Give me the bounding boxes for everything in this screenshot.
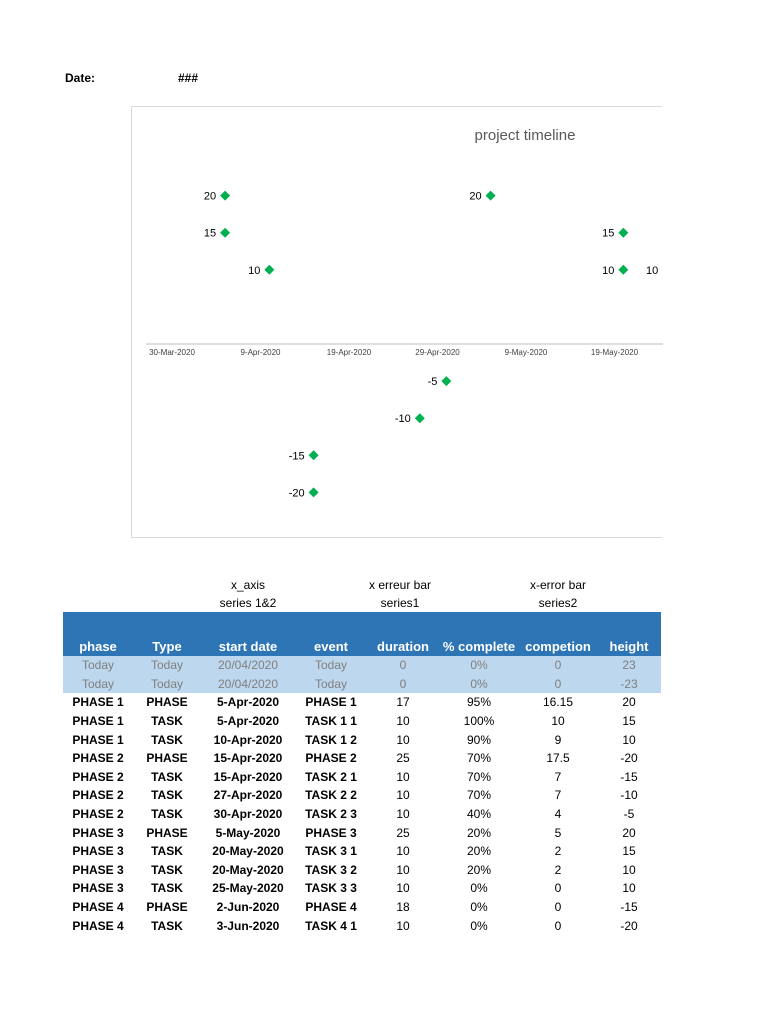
table-cell[interactable]: -10	[620, 788, 638, 803]
table-cell[interactable]: TASK 1 2	[305, 732, 357, 747]
table-cell[interactable]: 5-May-2020	[215, 825, 281, 840]
table-cell[interactable]: TASK 2 1	[305, 769, 357, 784]
table-cell[interactable]: PHASE 3	[72, 862, 124, 877]
table-cell[interactable]: -20	[620, 918, 638, 933]
table-cell[interactable]: -15	[620, 769, 638, 784]
table-cell[interactable]: 10	[396, 714, 410, 729]
x-tick-label: 29-Apr-2020	[415, 348, 460, 357]
table-cell[interactable]: TASK	[151, 881, 183, 896]
table-cell[interactable]: 20%	[466, 825, 492, 840]
table-cell[interactable]: 10-Apr-2020	[213, 732, 283, 747]
table-cell[interactable]: 3-Jun-2020	[216, 918, 280, 933]
table-row	[63, 879, 661, 898]
data-point-label: -5	[427, 376, 438, 389]
table-cell[interactable]: 0	[519, 656, 597, 675]
table-cell[interactable]: TASK	[151, 714, 183, 729]
table-cell[interactable]: 15-Apr-2020	[213, 751, 283, 766]
table-cell[interactable]: 5-Apr-2020	[216, 714, 280, 729]
x-tick-label: 19-Apr-2020	[326, 348, 372, 357]
table-cell[interactable]: 20-May-2020	[212, 844, 284, 859]
table-cell[interactable]: 7	[554, 769, 562, 784]
table-cell[interactable]: 5-Apr-2020	[216, 695, 280, 710]
table-cell[interactable]: 0%	[470, 900, 488, 915]
table-cell[interactable]: 27-Apr-2020	[213, 788, 283, 803]
table-cell[interactable]: TASK	[151, 862, 183, 877]
table-cell[interactable]: PHASE 2	[72, 751, 124, 766]
x-axis-ticks	[149, 348, 639, 357]
table-cell[interactable]: 20%	[466, 862, 492, 877]
column-header[interactable]: event	[295, 612, 367, 656]
column-header[interactable]: height	[597, 612, 661, 656]
table-cell[interactable]: PHASE 4	[72, 900, 124, 915]
table-cell[interactable]: 25	[396, 751, 410, 766]
data-point-marker[interactable]	[220, 191, 230, 201]
table-cell[interactable]: 17	[396, 695, 410, 710]
table-cell[interactable]: 70%	[466, 769, 492, 784]
chart-title: project timeline	[474, 127, 576, 144]
table-cell[interactable]: 5	[554, 825, 562, 840]
table-cell[interactable]: 100%	[463, 714, 495, 729]
data-point-label: 15	[203, 227, 217, 240]
column-header[interactable]: duration	[367, 612, 439, 656]
x-tick-label: 19-May-2020	[590, 348, 639, 357]
table-cell[interactable]: -23	[597, 675, 661, 694]
table-cell[interactable]: PHASE 3	[72, 844, 124, 859]
table-cell[interactable]: 10	[396, 769, 410, 784]
table-cell[interactable]: 0	[367, 656, 439, 675]
table-cell[interactable]: 40%	[466, 807, 492, 822]
table-cell[interactable]: PHASE	[146, 900, 188, 915]
table-cell[interactable]: 25	[396, 825, 410, 840]
table-cell[interactable]: PHASE 1	[72, 714, 124, 729]
data-point-label: 10	[248, 264, 261, 277]
table-cell[interactable]: 17.5	[546, 751, 570, 766]
column-group-line1: x erreur bar	[368, 578, 432, 592]
table-cell[interactable]: 10	[396, 807, 410, 822]
table-row	[63, 786, 661, 805]
column-group-x-axis	[203, 576, 293, 612]
column-header[interactable]: phase	[63, 612, 133, 656]
table-cell[interactable]: 10	[622, 862, 636, 877]
column-header[interactable]: competion	[519, 612, 597, 656]
column-group-headers	[63, 576, 661, 612]
table-cell[interactable]: 30-Apr-2020	[213, 807, 283, 822]
table-cell[interactable]: TASK	[151, 732, 183, 747]
clipped-data-label: 10	[646, 265, 659, 277]
data-point-label: -10	[394, 413, 411, 426]
table-row	[63, 749, 661, 768]
table-cell[interactable]: 10	[396, 918, 410, 933]
table-row	[63, 823, 661, 842]
table-cell[interactable]: Today	[133, 675, 201, 694]
table-cell[interactable]: 10	[396, 788, 410, 803]
table-cell[interactable]: PHASE	[146, 825, 188, 840]
column-group-line2: series 1&2	[219, 596, 277, 610]
table-cell[interactable]: PHASE 3	[305, 825, 357, 840]
data-point-marker[interactable]	[309, 487, 319, 497]
data-point-label: 20	[203, 190, 217, 203]
table-cell[interactable]: -15	[620, 900, 638, 915]
table-cell[interactable]: PHASE 2	[72, 769, 124, 784]
data-point-label: 20	[469, 190, 482, 203]
column-group-line2: series1	[380, 596, 420, 610]
column-header[interactable]: start date	[201, 612, 295, 656]
table-cell[interactable]: Today	[63, 675, 133, 694]
column-group-line1: x-error bar	[529, 578, 586, 592]
table-row	[63, 898, 661, 917]
table-cell[interactable]: 2	[554, 844, 562, 859]
column-group-x-erreur-bar	[355, 576, 445, 612]
table-cell[interactable]: TASK 3 3	[305, 881, 357, 896]
table-cell[interactable]: -20	[620, 751, 638, 766]
table-cell[interactable]: TASK 2 3	[305, 807, 357, 822]
table-cell[interactable]: 20/04/2020	[201, 675, 295, 694]
table-cell[interactable]: 0%	[470, 918, 488, 933]
timeline-data-table	[63, 612, 661, 935]
today-row	[63, 656, 661, 675]
column-header[interactable]: Type	[133, 612, 201, 656]
table-cell[interactable]: Today	[295, 656, 367, 675]
timeline-chart[interactable]	[131, 106, 662, 538]
data-point-label: -15	[288, 450, 305, 463]
table-cell[interactable]: TASK	[151, 807, 183, 822]
data-point-label: -20	[288, 487, 305, 500]
x-tick-label: 30-Mar-2020	[149, 348, 195, 357]
table-cell[interactable]: PHASE 4	[305, 900, 357, 915]
x-tick-label: 9-May-2020	[504, 348, 548, 357]
table-cell[interactable]: 20	[622, 695, 636, 710]
x-tick-label: 9-Apr-2020	[240, 348, 281, 357]
table-cell[interactable]: 0	[519, 675, 597, 694]
table-cell[interactable]: PHASE 2	[305, 751, 357, 766]
data-point-marker[interactable]	[618, 265, 628, 275]
table-cell[interactable]: PHASE 1	[305, 695, 357, 710]
table-cell[interactable]: 10	[622, 881, 636, 896]
table-cell[interactable]: PHASE 4	[72, 918, 124, 933]
table-cell[interactable]: 10	[396, 844, 410, 859]
table-cell[interactable]: 90%	[466, 732, 492, 747]
table-cell[interactable]: 16.15	[542, 695, 574, 710]
column-group-line1: x_axis	[230, 578, 265, 592]
table-cell[interactable]: 15-Apr-2020	[213, 769, 283, 784]
table-cell[interactable]: PHASE 2	[72, 788, 124, 803]
date-value: ###	[178, 71, 199, 85]
table-cell[interactable]: 23	[597, 656, 661, 675]
table-cell[interactable]: 10	[396, 881, 410, 896]
table-cell[interactable]: -5	[623, 807, 635, 822]
data-point-label: 10	[602, 264, 615, 277]
data-point-marker[interactable]	[309, 450, 319, 460]
table-cell[interactable]: 15	[622, 714, 636, 729]
table-cell[interactable]: 0	[554, 918, 562, 933]
table-cell[interactable]: 20%	[466, 844, 492, 859]
table-cell[interactable]: TASK 3 2	[305, 862, 357, 877]
table-cell[interactable]: 9	[554, 732, 562, 747]
today-row	[63, 675, 661, 694]
data-point-marker[interactable]	[264, 265, 274, 275]
table-cell[interactable]: TASK	[151, 844, 183, 859]
table-cell[interactable]: TASK	[151, 769, 183, 784]
table-row	[63, 842, 661, 861]
column-group-line2: series2	[538, 596, 578, 610]
table-row	[63, 693, 661, 712]
table-cell[interactable]: 0	[554, 881, 562, 896]
table-cell[interactable]: TASK 2 2	[305, 788, 357, 803]
data-point-marker[interactable]	[486, 191, 496, 201]
table-cell[interactable]: 20-May-2020	[212, 862, 284, 877]
table-cell[interactable]: 10	[396, 732, 410, 747]
column-group-x-error-bar	[513, 576, 603, 612]
table-cell[interactable]: 10	[551, 714, 565, 729]
table-cell[interactable]: 0%	[439, 656, 519, 675]
table-cell[interactable]: PHASE 1	[72, 732, 124, 747]
table-cell[interactable]: TASK 1 1	[305, 714, 357, 729]
table-cell[interactable]: Today	[295, 675, 367, 694]
table-cell[interactable]: TASK	[151, 918, 183, 933]
table-body	[63, 656, 661, 935]
table-cell[interactable]: PHASE	[146, 751, 188, 766]
table-row	[63, 805, 661, 824]
table-cell[interactable]: Today	[63, 656, 133, 675]
table-cell[interactable]: PHASE 1	[72, 695, 124, 710]
table-cell[interactable]: 4	[554, 807, 562, 822]
table-cell[interactable]: 70%	[466, 788, 492, 803]
table-cell[interactable]: 2-Jun-2020	[216, 900, 280, 915]
table-header-row	[63, 612, 661, 656]
data-point-marker[interactable]	[618, 228, 628, 238]
data-point-marker[interactable]	[415, 413, 425, 423]
table-cell[interactable]: 7	[554, 788, 562, 803]
table-cell[interactable]: 0%	[439, 675, 519, 694]
table-cell[interactable]: 20/04/2020	[201, 656, 295, 675]
timeline-chart-svg	[132, 107, 663, 539]
table-cell[interactable]: 0%	[470, 881, 488, 896]
table-cell[interactable]: 10	[622, 732, 636, 747]
table-cell[interactable]: 0	[367, 675, 439, 694]
table-row	[63, 730, 661, 749]
table-cell[interactable]: 0	[554, 900, 562, 915]
table-cell[interactable]: PHASE	[146, 695, 188, 710]
column-header[interactable]: % complete	[439, 612, 519, 656]
data-points	[204, 191, 628, 500]
table-cell[interactable]: 25-May-2020	[212, 881, 284, 896]
table-cell[interactable]: PHASE 2	[72, 807, 124, 822]
table-cell[interactable]: 10	[396, 862, 410, 877]
table-row	[63, 712, 661, 731]
data-point-label: 15	[602, 227, 615, 240]
table-cell[interactable]: 95%	[466, 695, 492, 710]
table-cell[interactable]: TASK 3 1	[305, 844, 357, 859]
table-cell[interactable]: TASK	[151, 788, 183, 803]
table-cell[interactable]: Today	[133, 656, 201, 675]
table-cell[interactable]: PHASE 3	[72, 825, 124, 840]
table-cell[interactable]: 20	[622, 825, 636, 840]
data-point-marker[interactable]	[220, 228, 230, 238]
data-point-marker[interactable]	[441, 376, 451, 386]
table-cell[interactable]: 15	[622, 844, 636, 859]
table-cell[interactable]: 70%	[466, 751, 492, 766]
table-cell[interactable]: TASK 4 1	[305, 918, 357, 933]
date-label: Date:	[65, 71, 96, 85]
table-cell[interactable]: PHASE 3	[72, 881, 124, 896]
date-row	[65, 71, 199, 85]
table-row	[63, 768, 661, 787]
table-row	[63, 861, 661, 880]
table-row	[63, 916, 661, 935]
table-cell[interactable]: 2	[554, 862, 562, 877]
table-cell[interactable]: 18	[396, 900, 410, 915]
